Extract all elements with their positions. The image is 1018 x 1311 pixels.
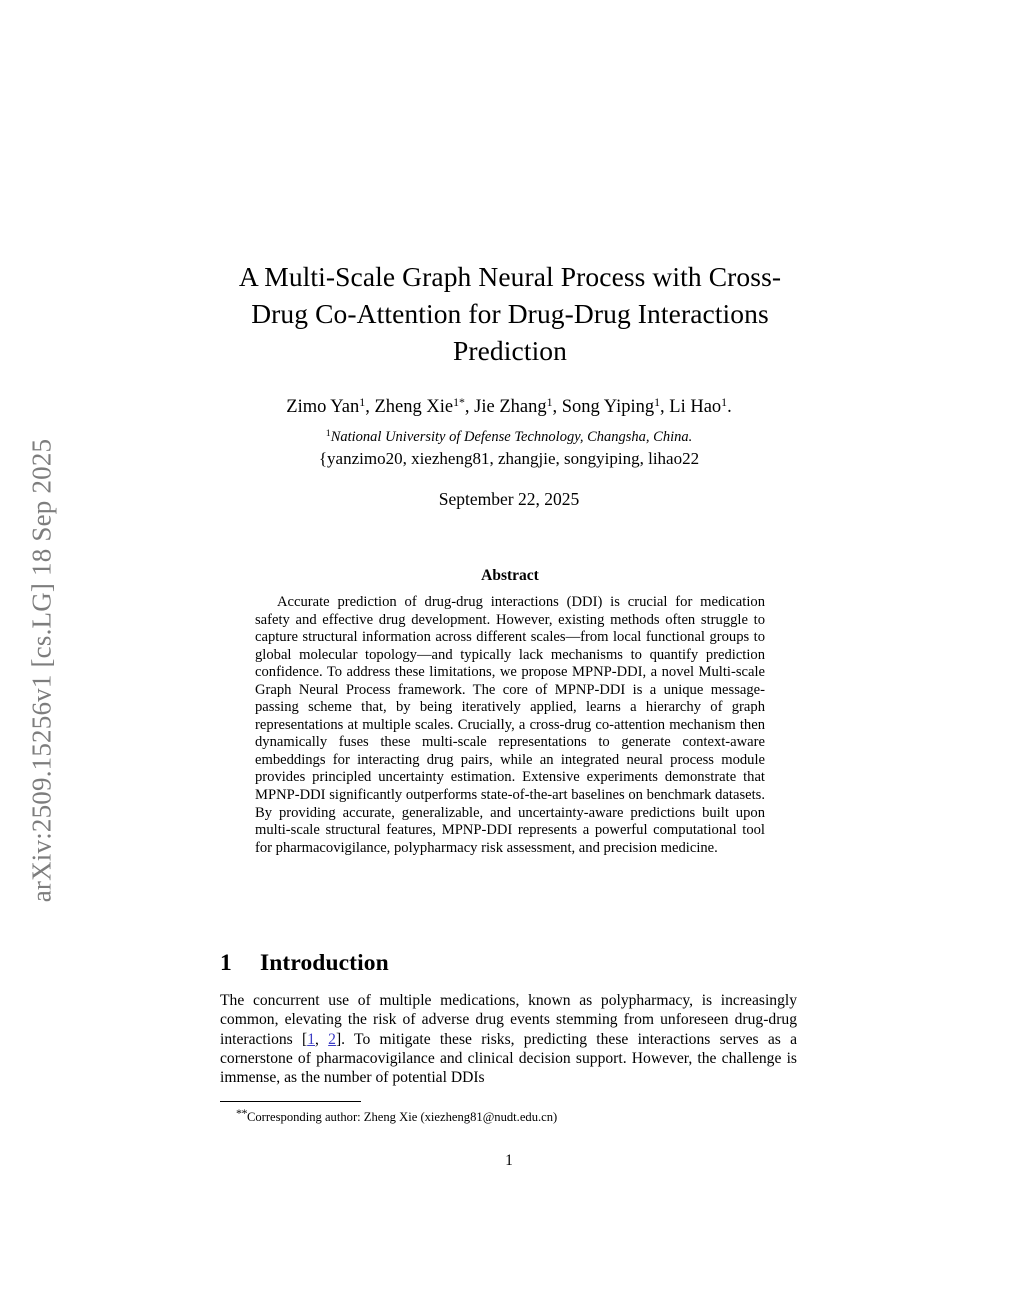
page-number: 1 — [505, 1152, 513, 1169]
author-affil-marker-5: 1 — [721, 395, 728, 409]
author-affil-marker-1: 1 — [359, 395, 366, 409]
footnote-separator-rule — [220, 1101, 361, 1102]
author-name-1: Zimo Yan — [286, 397, 360, 418]
citation-link-1[interactable]: 1 — [307, 1030, 315, 1048]
page-title: A Multi-Scale Graph Neural Process with Cross-Drug Co-Attention for Drug-Drug Interactions Prediction — [238, 261, 782, 366]
arxiv-stamp-text: arXiv:2509.15256v1 [cs.LG] 18 Sep 2025 — [26, 438, 57, 903]
citation-link-2[interactable]: 2 — [328, 1030, 336, 1048]
author-name-2: Zheng Xie — [374, 397, 454, 418]
author-name-5: Li Hao — [669, 397, 722, 418]
author-list-period: . — [727, 397, 732, 418]
author-affil-marker-4: 1 — [654, 395, 661, 409]
paper-date: September 22, 2025 — [438, 489, 580, 509]
section-heading-introduction — [220, 950, 798, 977]
author-separator-2: , — [464, 397, 475, 418]
author-separator-4: , — [660, 397, 670, 418]
affiliation — [218, 424, 800, 447]
author-separator-3: , — [552, 397, 562, 418]
footnote-corresponding-author — [220, 1105, 798, 1126]
affiliation-marker: 1 — [325, 428, 331, 439]
author-list — [218, 390, 800, 420]
abstract-heading: Abstract — [481, 567, 539, 584]
abstract-body: Accurate prediction of drug-drug interactions (DDI) is crucial for medication safety and effective drug development. However, existing methods often struggle to capture structural information across different scales—from local functional groups to global molecular topology—and typically lack mechanisms to quantify prediction confidence. To address these limitations, we propose MPNP-DDI, a novel Multi-scale Graph Neural Process framework. The core of MPNP-DDI is a unique message-passing scheme that, by being iteratively applied, learns a hierarchy of graph representations at multiple scales. Crucially, a cross-drug co-attention mechanism then dynamically fuses these multi-scale representations to generate context-aware embeddings for interacting drug pairs, while an integrated neural process module provides principled uncertainty estimation. Extensive experiments demonstrate that MPNP-DDI significantly outperforms state-of-the-art baselines on benchmark datasets. By providing accurate, generalizable, and uncertainty-aware predictions built upon multi-scale structural features, MPNP-DDI represents a powerful computational tool for pharmacovigilance, polypharmacy risk assessment, and precision medicine. — [255, 594, 765, 856]
citation-separator: , — [315, 1030, 329, 1048]
author-emails: {yanzimo20, xiezheng81, zhangjie, songyiping, lihao22 — [318, 449, 700, 468]
author-affil-marker-3: 1 — [546, 395, 553, 409]
author-name-4: Song Yiping — [561, 397, 655, 418]
footnote-body-text: Corresponding author: Zheng Xie (xiezheng81@nudt.edu.cn) — [246, 1109, 558, 1124]
author-name-3: Jie Zhang — [474, 397, 547, 418]
affiliation-text: National University of Defense Technology, Changsha, China. — [330, 428, 693, 445]
paragraph-text-before-citation: The concurrent use of multiple medications, known as polypharmacy, is increasingly common, elevating the risk of adverse drug events stemming from unforeseen drug-drug interactions [ — [220, 992, 797, 1048]
footnote-marker: ** — [236, 1106, 247, 1120]
author-affil-marker-2: 1* — [453, 395, 465, 409]
section-number: 1 — [220, 950, 232, 976]
section-title: Introduction — [260, 950, 389, 976]
author-separator-1: , — [365, 397, 375, 418]
paragraph-text-after-citation: ]. To mitigate these risks, predicting these interactions serves as a cornerstone of pharmacovigilance and clinical decision support. However, the challenge is immense, as the number of potential DDIs — [220, 1030, 797, 1087]
introduction-paragraph — [220, 991, 797, 1087]
